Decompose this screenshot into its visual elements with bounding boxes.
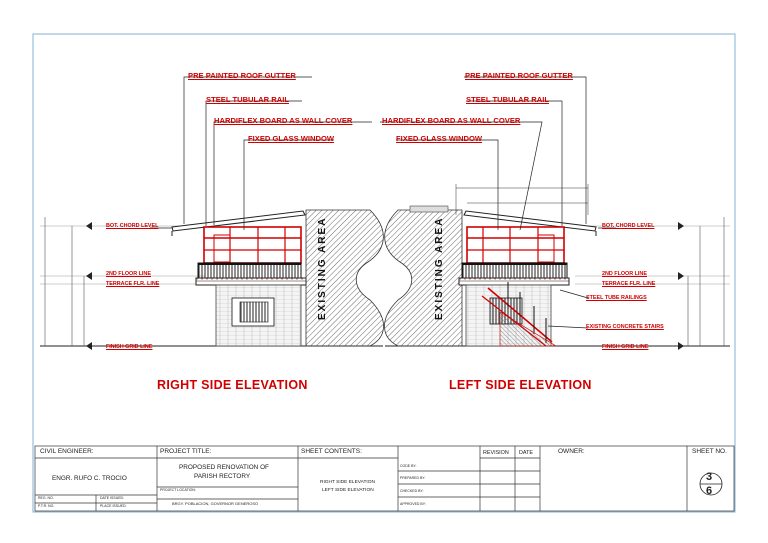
label-steel-rail-right: STEEL TUBULAR RAIL bbox=[206, 95, 289, 104]
label-bot-chord-left: BOT. CHORD LEVEL bbox=[602, 223, 655, 229]
tb-sheet-no: SHEET NO. bbox=[692, 448, 727, 455]
label-second-floor-left: 2ND FLOOR LINE bbox=[602, 271, 647, 277]
tb-ptr-no: P.T.R. NO. bbox=[38, 504, 55, 508]
tb-sheet-contents-line1: RIGHT SIDE ELEVATION bbox=[320, 480, 375, 485]
label-finish-grid-left: FINISH GRID LINE bbox=[602, 344, 649, 350]
tb-sheet-num: 3 bbox=[706, 471, 713, 483]
label-second-floor-right: 2ND FLOOR LINE bbox=[106, 271, 151, 277]
tb-code-by: CODE BY: bbox=[400, 464, 417, 468]
tb-prepared-by: PREPARED BY: bbox=[400, 476, 426, 480]
tb-engineer-name: ENGR. RUFO C. TROCIO bbox=[52, 475, 127, 482]
label-steel-tube-railings: STEEL TUBE RAILINGS bbox=[586, 295, 647, 301]
title-block bbox=[35, 446, 734, 511]
label-bot-chord-right: BOT. CHORD LEVEL bbox=[106, 223, 159, 229]
title-right-side-elevation: RIGHT SIDE ELEVATION bbox=[157, 378, 308, 392]
label-glass-window-left: FIXED GLASS WINDOW bbox=[396, 134, 483, 143]
tb-approved-by: APPROVED BY: bbox=[400, 502, 426, 506]
tb-civil-engineer-label: CIVIL ENGINEER: bbox=[40, 448, 94, 455]
tb-project-title-line2: PARISH RECTORY bbox=[194, 473, 251, 480]
tb-project-location-label: PROJECT LOCATION: bbox=[160, 488, 196, 492]
tb-checked-by: CHECKED BY: bbox=[400, 489, 424, 493]
tb-date-issued: DATE ISSUED: bbox=[100, 496, 125, 500]
label-terrace-left: TERRACE FLR. LINE bbox=[602, 281, 656, 287]
label-roof-gutter-left: PRE PAINTED ROOF GUTTER bbox=[465, 71, 573, 80]
tb-project-title-label: PROJECT TITLE: bbox=[160, 448, 212, 455]
label-finish-grid-right: FINISH GRID LINE bbox=[106, 344, 153, 350]
label-hardiflex-left: HARDIFLEX BOARD AS WALL COVER bbox=[382, 116, 521, 125]
label-existing-area-left: EXISTING AREA bbox=[434, 216, 445, 320]
tb-sheet-contents-label: SHEET CONTENTS: bbox=[301, 448, 362, 455]
tb-revision: REVISION bbox=[483, 450, 509, 456]
label-roof-gutter-right: PRE PAINTED ROOF GUTTER bbox=[188, 71, 296, 80]
label-steel-rail-left: STEEL TUBULAR RAIL bbox=[466, 95, 549, 104]
label-terrace-right: TERRACE FLR. LINE bbox=[106, 281, 160, 287]
title-left-side-elevation: LEFT SIDE ELEVATION bbox=[449, 378, 592, 392]
tb-project-title-line1: PROPOSED RENOVATION OF bbox=[179, 464, 269, 471]
tb-sheet-total: 6 bbox=[706, 485, 713, 497]
label-glass-window-right: FIXED GLASS WINDOW bbox=[248, 134, 335, 143]
tb-reg-no: REG. NO. bbox=[38, 496, 54, 500]
tb-owner: OWNER: bbox=[558, 448, 585, 455]
label-existing-stairs: EXISTING CONCRETE STAIRS bbox=[586, 324, 664, 330]
tb-date: DATE bbox=[519, 450, 533, 456]
label-existing-area-right: EXISTING AREA bbox=[317, 216, 328, 320]
tb-sheet-contents-line2: LEFT SIDE ELEVATION bbox=[322, 488, 374, 493]
tb-project-location: BRGY. POBLACION, GOVERNOR GENEROSO bbox=[172, 501, 259, 506]
tb-place-issued: PLACE ISSUED: bbox=[100, 504, 127, 508]
label-hardiflex-right: HARDIFLEX BOARD AS WALL COVER bbox=[214, 116, 353, 125]
